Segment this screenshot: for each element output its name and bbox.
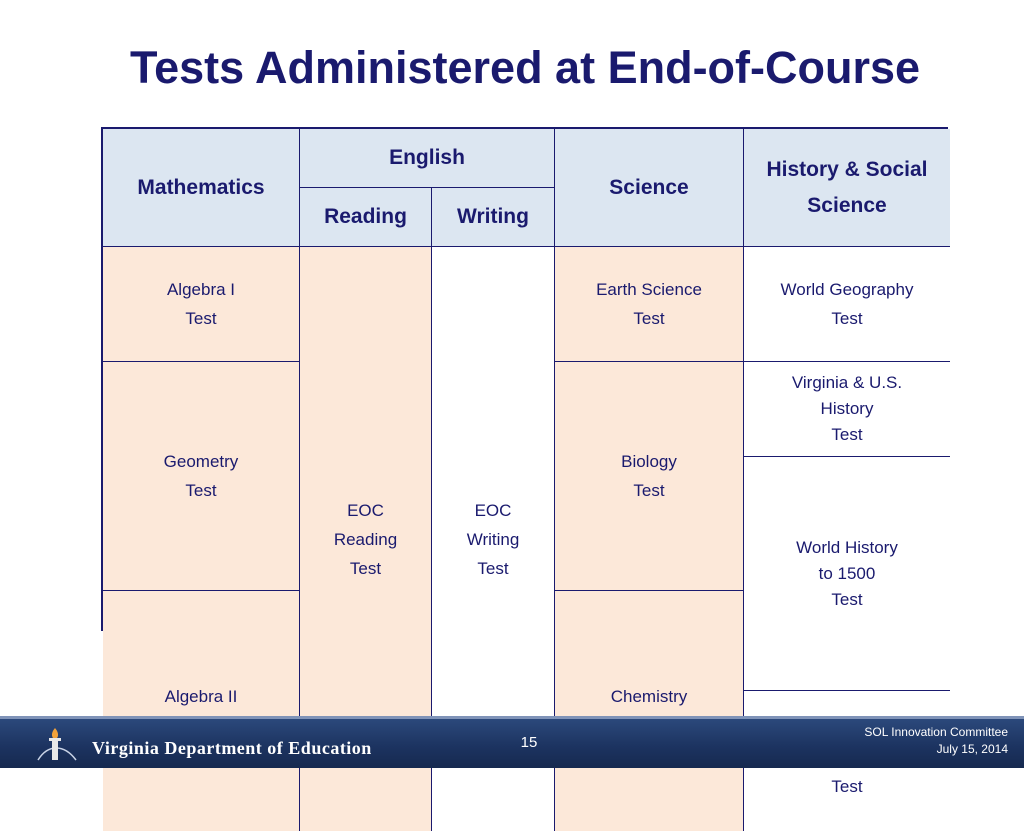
history-world1500-line3: Test xyxy=(831,589,863,609)
history-virginia-line3: Test xyxy=(831,425,863,444)
science-cell-biology xyxy=(555,362,744,591)
footer-committee xyxy=(864,724,1008,758)
org-name: Virginia Department of Education xyxy=(92,738,372,758)
math-cell-geometry xyxy=(103,362,300,591)
math-algebra1-line1: Algebra I xyxy=(166,280,236,299)
writing-line1: EOC xyxy=(474,500,512,520)
history-virginia-line1: Virginia & U.S. xyxy=(791,373,903,392)
history-geography-line1: World Geography xyxy=(780,280,914,299)
slide-title: Tests Administered at End-of-Course xyxy=(129,42,921,93)
footer-highlight xyxy=(0,716,1024,719)
page-number: 15 xyxy=(520,734,538,751)
header-history xyxy=(744,129,950,247)
math-cell-algebra1 xyxy=(103,247,300,362)
math-algebra2-line1: Algebra II xyxy=(164,687,238,706)
history-virginia-line2: History xyxy=(820,399,874,418)
science-biology-line2: Test xyxy=(633,481,665,500)
header-history-line2: Science xyxy=(807,193,887,217)
science-biology-line1: Biology xyxy=(621,452,677,471)
math-cell-algebra2 xyxy=(103,591,300,831)
science-cell-earth xyxy=(555,247,744,362)
reading-line2: Reading xyxy=(333,529,398,549)
torch-seal-icon xyxy=(30,724,82,764)
history-cell-world-to-1500 xyxy=(744,457,950,691)
header-science xyxy=(555,129,744,247)
header-english-label: English xyxy=(389,146,465,169)
writing-line3: Test xyxy=(477,558,509,578)
history-cell-geography xyxy=(744,247,950,362)
slide-footer xyxy=(0,716,1024,768)
science-cell-chemistry xyxy=(555,591,744,831)
history-world1500-line1: World History xyxy=(796,537,898,557)
header-writing xyxy=(432,188,555,247)
header-reading-label: Reading xyxy=(324,205,407,228)
history-cell-virginia-us xyxy=(744,362,950,457)
header-english xyxy=(300,129,555,188)
header-writing-label: Writing xyxy=(457,205,529,228)
science-earth-line1: Earth Science xyxy=(596,280,702,299)
history-world1500-line2: to 1500 xyxy=(818,563,876,583)
math-algebra1-line2: Test xyxy=(185,309,217,328)
reading-line3: Test xyxy=(349,558,382,578)
header-science-label: Science xyxy=(609,175,689,199)
science-chemistry-line1: Chemistry xyxy=(610,687,688,706)
header-mathematics-label: Mathematics xyxy=(137,175,265,199)
header-history-line1: History & Social xyxy=(766,157,928,181)
history-worldpresent-line3: Test xyxy=(831,777,863,796)
science-earth-line2: Test xyxy=(633,309,665,328)
history-geography-line2: Test xyxy=(831,309,863,328)
committee-date: July 15, 2014 xyxy=(936,742,1008,756)
header-mathematics xyxy=(103,129,300,247)
writing-line2: Writing xyxy=(466,529,520,549)
committee-name: SOL Innovation Committee xyxy=(864,725,1008,739)
math-geometry-line1: Geometry xyxy=(163,452,239,471)
reading-line1: EOC xyxy=(347,500,384,520)
math-geometry-line2: Test xyxy=(185,481,217,500)
header-reading xyxy=(300,188,432,247)
